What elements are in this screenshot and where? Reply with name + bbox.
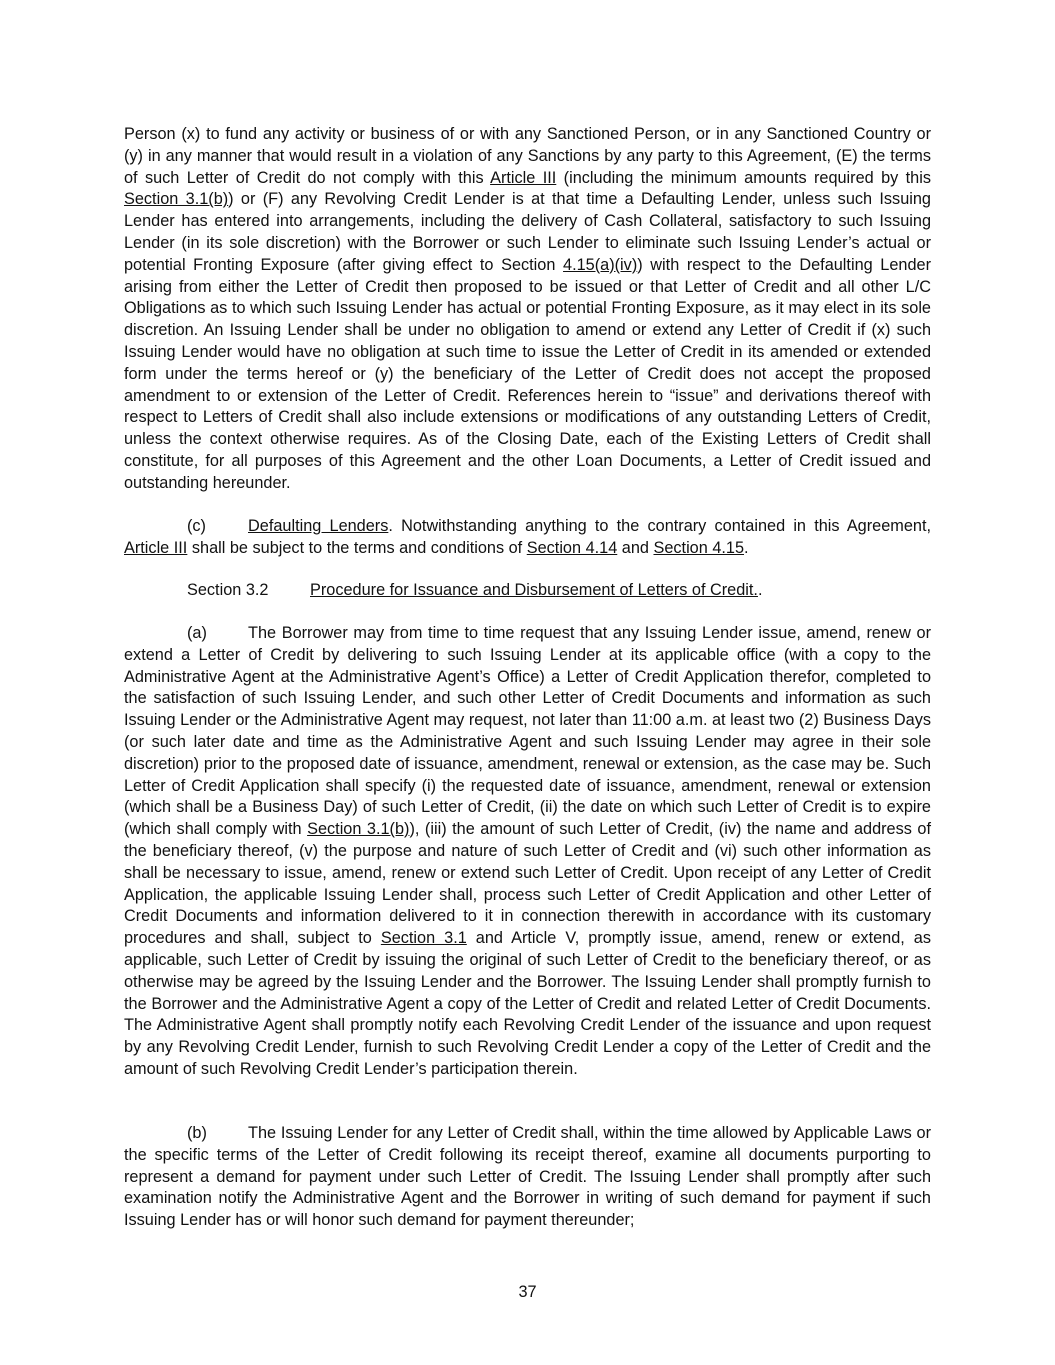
section-reference[interactable]: Section 3.1(b) (307, 820, 410, 839)
paragraph-text: ) with respect to the Defaulting Lender arising from either the Letter of Credit then proposed to be issued or that Letter of Credit and all other L/C Obligations as to which such Issuing Lender has actual or potential Fronting Exposure, as it may elect in its sole discretion. An Issuing Lender shall be under no obligation to amend or extend any Letter of Credit if (x) such Issuing Lender would have no obligation at such time to issue the Letter of Credit in its amended or extended form under the terms hereof or (y) the beneficiary of the Letter of Credit does not accept the proposed amendment to or extension of the Letter of Credit. References herein to “issue” and derivations thereof with respect to Letters of Credit shall also include extensions or modifications of any outstanding Letters of Credit, unless the context otherwise requires. As of the Closing Date, each of the Existing Letters of Credit shall constitute, for all purposes of this Agreement and the other Loan Documents, a Letter of Credit issued and outstanding hereunder. (124, 255, 932, 492)
paragraph-text: ), (iii) the amount of such Letter of Credit, (iv) the name and address of the beneficiary thereof, (v) the purpose and nature of such Letter of Credit and (vi) such other information as shall be necessary to issue, amend, renew or extend such Letter of Credit. Upon receipt of any Letter of Credit Application, the applicable Issuing Lender shall, process such Letter of Credit Application and other Letter of Credit Documents and information delivered to it in connection therewith in accordance with its customary procedures and shall, subject to (124, 820, 931, 948)
article-reference[interactable]: Article III (490, 168, 557, 187)
page-number: 37 (518, 1283, 537, 1301)
section-reference[interactable]: Section 3.1(b) (124, 190, 229, 209)
paragraph-text: . Notwithstanding anything to the contrary contained in this Agreement, (388, 517, 931, 535)
section-title-trail: . (757, 581, 763, 599)
paragraph-text: The Issuing Lender for any Letter of Credit shall, within the time allowed by Applicable Laws or the specific terms of the Letter of Credit following its receipt thereof, examine all documents purporting to represent a demand for payment under such Letter of Credit. The Issuing Lender shall promptly after such examination notify the Administrative Agent and the Borrower in writing of such demand for payment if such Issuing Lender has or will honor such demand for payment thereunder; (124, 1124, 931, 1230)
paragraph-text: The Borrower may from time to time request that any Issuing Lender issue, amend, renew or extend a Letter of Credit by delivering to such Issuing Lender at its applicable office (with a copy to the Administrative Agent at the Administrative Agent’s Office) a Letter of Credit Application therefor, completed to the satisfaction of such Issuing Lender, and such other Letter of Credit Documents and information as such Issuing Lender or the Administrative Agent may request, not later than 11:00 a.m. at least two (2) Business Days (or such later date and time as the Administrative Agent and such Issuing Lender may agree in their sole discretion) prior to the proposed date of issuance, amendment, renewal or extension, as the case may be. Such Letter of Credit Application shall specify (i) the requested date of issuance, amendment, renewal or extension (which shall be a Business Day) of such Letter of Credit, (ii) the date on which such Letter of Credit is to expire (which shall comply with (124, 624, 931, 839)
paragraph-text: . (744, 538, 749, 557)
paragraph-text: ) or (F) any Revolving Credit Lender is at that time a Defaulting Lender, unless such Issuing Lender has entered into arrangements, including the delivery of Cash Collateral, satisfactory to such Issuing Lender (in its sole discretion) with the Borrower or such Lender to eliminate such Issuing Lender’s actual or potential Fronting Exposure (after giving effect to Section (124, 190, 931, 274)
paragraph-text: Person (x) to fund any activity or business of or with any Sanctioned Person, or in any Sanctioned Country or (y) in any manner that would result in a violation of any Sanctions by any party to this Agreement, (E) the terms of such Letter of Credit do not comply with this (124, 125, 931, 187)
paragraph-text: and Article (466, 929, 566, 948)
paragraph-heading: Defaulting Lenders (248, 517, 389, 535)
paragraph-text: (including the minimum amounts required by this (556, 168, 931, 187)
article-reference[interactable]: V (565, 929, 575, 948)
paragraph-a (124, 623, 931, 1081)
paragraph-label: (c) (187, 517, 206, 535)
paragraph-text: shall be subject to the terms and conditions of (187, 538, 527, 557)
section-reference[interactable]: Section 3.1 (380, 929, 467, 948)
section-heading (187, 580, 763, 602)
paragraph-text: , promptly issue, amend, renew or extend, as applicable, such Letter of Credit by issuing the original of such Letter of Credit to the beneficiary thereof, or as otherwise may be agreed by the Issuing Lender and the Borrower. The Issuing Lender shall promptly furnish to the Borrower and the Administrative Agent a copy of the Letter of Credit and related Letter of Credit Documents. The Administrative Agent shall promptly notify each Revolving Credit Lender of the issuance and upon request by any Revolving Credit Lender, furnish to such Revolving Credit Lender a copy of the Letter of Credit and the amount of such Revolving Credit Lender’s participation therein. (124, 929, 931, 1078)
section-reference[interactable]: Section 4.15 (653, 538, 745, 557)
paragraph-continued (124, 124, 931, 495)
paragraph-text: and (617, 538, 654, 557)
paragraph-label: (a) (187, 624, 207, 642)
section-title: Procedure for Issuance and Disbursement of Letters of Credit. (310, 581, 758, 599)
paragraph-label: (b) (187, 1124, 207, 1142)
section-number: Section 3.2 (187, 581, 269, 599)
section-reference[interactable]: Section 4.14 (526, 538, 618, 557)
paragraph-c (124, 516, 931, 560)
section-reference[interactable]: 4.15(a)(iv) (563, 255, 638, 274)
paragraph-b (124, 1123, 931, 1232)
article-reference[interactable]: Article III (124, 538, 188, 557)
